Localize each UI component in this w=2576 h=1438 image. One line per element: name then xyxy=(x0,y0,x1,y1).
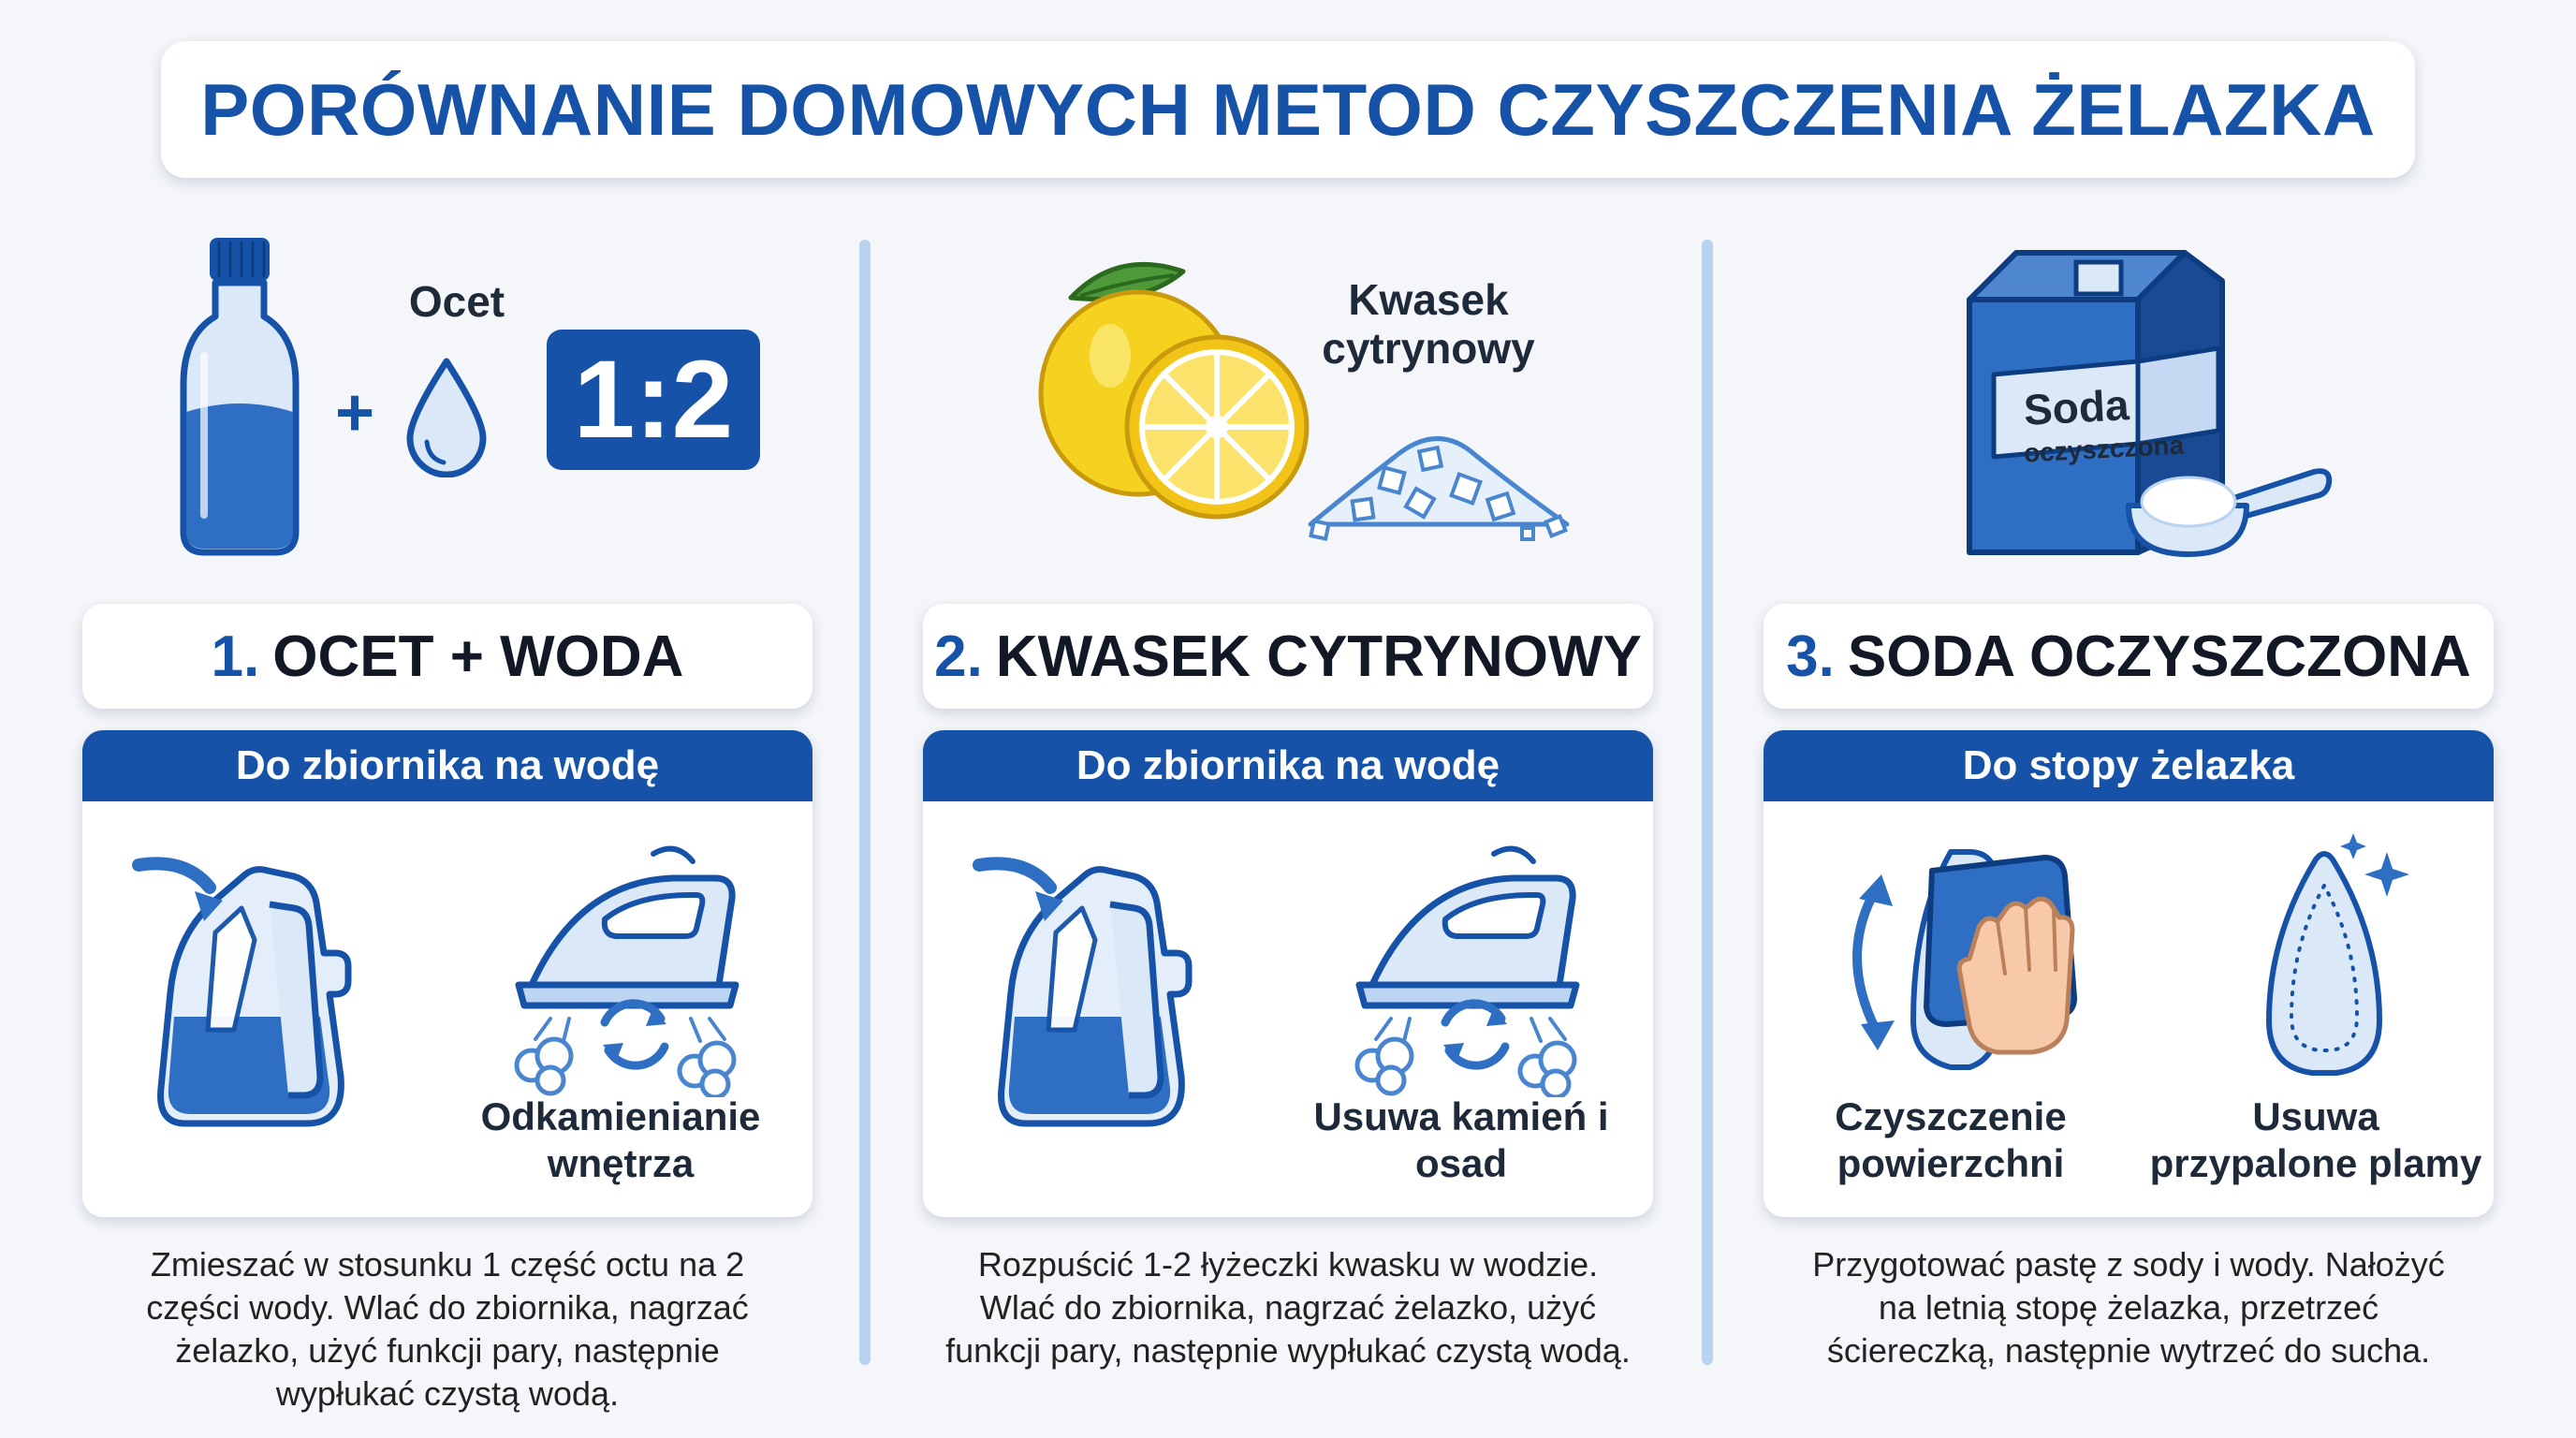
result-label: Usuwa kamień i osad xyxy=(1313,1094,1609,1185)
application-target: Do zbiornika na wodę xyxy=(82,730,812,801)
method-number: 3. xyxy=(1786,624,1835,689)
method-heading xyxy=(1764,604,2494,709)
column-divider xyxy=(1702,240,1713,1365)
lemon-icon xyxy=(1033,243,1314,524)
box-sublabel: oczyszczona xyxy=(2023,430,2185,468)
method-panel xyxy=(1764,730,2494,1217)
result-label: Czyszczenie powierzchni xyxy=(1835,1094,2067,1185)
method-description: Rozpuścić 1-2 łyżeczki kwasku w wodzie. Wlać do zbiornika, nagrzać żelazko, użyć funkcji pary, następnie wypłukać czystą wodą. xyxy=(945,1245,1631,1370)
application-target: Do stopy żelazka xyxy=(1764,730,2494,801)
method-name: SODA OCZYSZCZONA xyxy=(1847,624,2471,689)
pour-into-tank-icon xyxy=(129,843,391,1142)
method-column-vinegar xyxy=(82,0,812,1438)
method-panel xyxy=(82,730,812,1217)
steam-iron-icon xyxy=(1335,835,1616,1097)
method-description: Zmieszać w stosunku 1 część octu na 2 części wody. Wlać do zbiornika, nagrzać żelazko, użyć funkcji pary, następnie wypłukać czystą wodą. xyxy=(146,1245,749,1413)
box-label: Soda xyxy=(2022,380,2130,434)
pour-into-tank-icon xyxy=(970,843,1232,1142)
application-target: Do zbiornika na wodę xyxy=(923,730,1653,801)
method-name: KWASEK CYTRYNOWY xyxy=(995,624,1642,689)
method-description: Przygotować pastę z sody i wody. Nałożyć na letnią stopę żelazka, przetrzeć ściereczką, następnie wytrzeć do sucha. xyxy=(1812,1245,2445,1370)
method-column-citric-acid xyxy=(923,0,1653,1438)
method-number: 2. xyxy=(934,624,983,689)
steam-iron-icon xyxy=(494,835,775,1097)
ingredient-label: Kwasek cytrynowy xyxy=(1322,275,1535,373)
citric-acid-powder-icon xyxy=(1297,403,1578,543)
measuring-scoop-icon xyxy=(2119,440,2334,562)
clean-soleplate-icon xyxy=(2232,833,2419,1086)
result-label-secondary: Usuwa przypalone plamy xyxy=(2149,1094,2482,1185)
method-column-baking-soda xyxy=(1764,0,2494,1438)
ratio-badge: 1:2 xyxy=(547,330,760,470)
method-heading xyxy=(82,604,812,709)
method-heading xyxy=(923,604,1653,709)
result-label: Odkamienianie wnętrza xyxy=(480,1094,761,1185)
plus-icon: + xyxy=(335,375,375,450)
method-hero xyxy=(923,215,1653,571)
method-name: OCET + WODA xyxy=(272,624,684,689)
method-number: 1. xyxy=(211,624,260,689)
method-panel xyxy=(923,730,1653,1217)
page-title: PORÓWNANIE DOMOWYCH METOD CZYSZCZENIA ŻELAZKA xyxy=(200,67,2376,151)
method-hero xyxy=(82,215,812,571)
bottle-icon xyxy=(176,234,303,556)
method-hero xyxy=(1764,215,2494,571)
water-drop-icon xyxy=(404,356,489,477)
ingredient-label: Ocet xyxy=(408,277,505,326)
wipe-soleplate-icon xyxy=(1810,833,2110,1105)
column-divider xyxy=(859,240,871,1365)
